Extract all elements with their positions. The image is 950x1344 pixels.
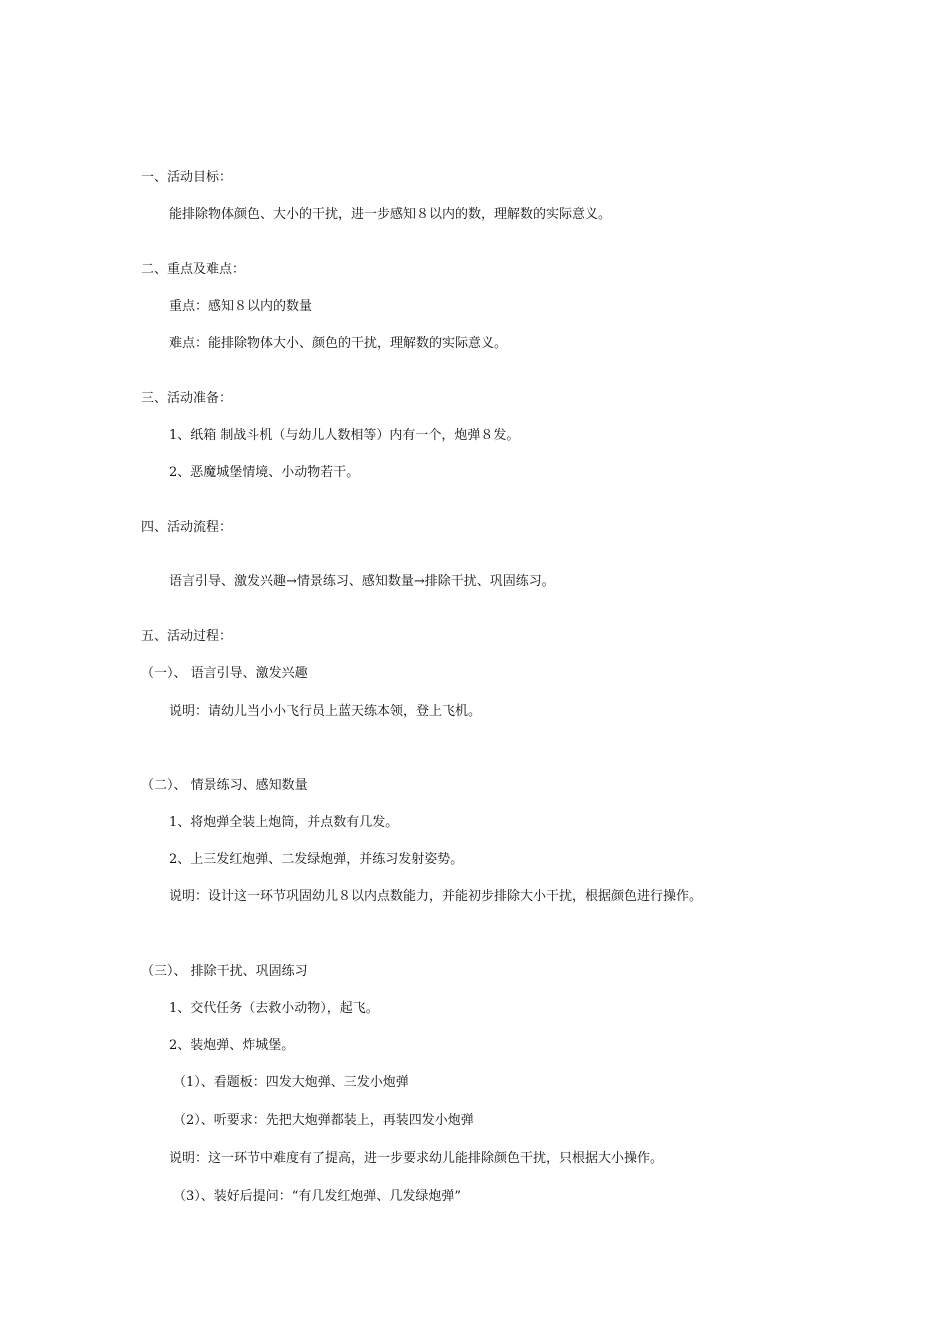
section-preparation-heading: 三、活动准备： bbox=[141, 391, 233, 406]
section-goal-text: 能排除物体颜色、大小的干扰，进一步感知８以内的数，理解数的实际意义。 bbox=[169, 207, 612, 222]
process-part-2-title: （二）、 情景练习、感知数量 bbox=[141, 778, 308, 793]
process-part-3-sub-2: （2）、听要求：先把大炮弹都装上，再装四发小炮弹 bbox=[173, 1113, 474, 1128]
section-preparation-item-2: 2、恶魔城堡情境、小动物若干。 bbox=[169, 465, 360, 480]
process-part-3-sub-3: （3）、装好后提问：“有几发红炮弹、几发绿炮弹” bbox=[173, 1189, 462, 1204]
section-flow-text: 语言引导、激发兴趣→情景练习、感知数量→排除干扰、巩固练习。 bbox=[169, 574, 555, 589]
section-keypoints-key: 重点：感知８以内的数量 bbox=[169, 299, 313, 314]
process-part-2-note: 说明：设计这一环节巩固幼儿８以内点数能力，并能初步排除大小干扰，根据颜色进行操作。 bbox=[169, 889, 703, 904]
process-part-1-note: 说明：请幼儿当小小飞行员上蓝天练本领，登上飞机。 bbox=[169, 704, 482, 719]
process-part-3-note: 说明：这一环节中难度有了提高，进一步要求幼儿能排除颜色干扰，只根据大小操作。 bbox=[169, 1151, 664, 1166]
process-part-1-title: （一）、 语言引导、激发兴趣 bbox=[141, 666, 308, 681]
section-keypoints-difficult: 难点：能排除物体大小、颜色的干扰，理解数的实际意义。 bbox=[169, 336, 508, 351]
process-part-2-item-2: 2、上三发红炮弹、二发绿炮弹，并练习发射姿势。 bbox=[169, 852, 464, 867]
process-part-3-item-1: 1、交代任务（去救小动物），起飞。 bbox=[169, 1001, 379, 1016]
section-flow-heading: 四、活动流程： bbox=[141, 520, 233, 535]
process-part-3-title: （三）、 排除干扰、巩固练习 bbox=[141, 964, 308, 979]
section-process-heading: 五、活动过程： bbox=[141, 629, 233, 644]
section-goal-heading: 一、活动目标： bbox=[141, 170, 233, 185]
section-keypoints-heading: 二、重点及难点： bbox=[141, 262, 246, 277]
process-part-2-item-1: 1、将炮弹全装上炮筒，并点数有几发。 bbox=[169, 815, 399, 830]
process-part-3-sub-1: （1）、看题板：四发大炮弹、三发小炮弹 bbox=[173, 1075, 409, 1090]
section-preparation-item-1: 1、纸箱 制战斗机（与幼儿人数相等）内有一个，炮弹８发。 bbox=[169, 428, 520, 443]
process-part-3-item-2: 2、装炮弹、炸城堡。 bbox=[169, 1038, 295, 1053]
